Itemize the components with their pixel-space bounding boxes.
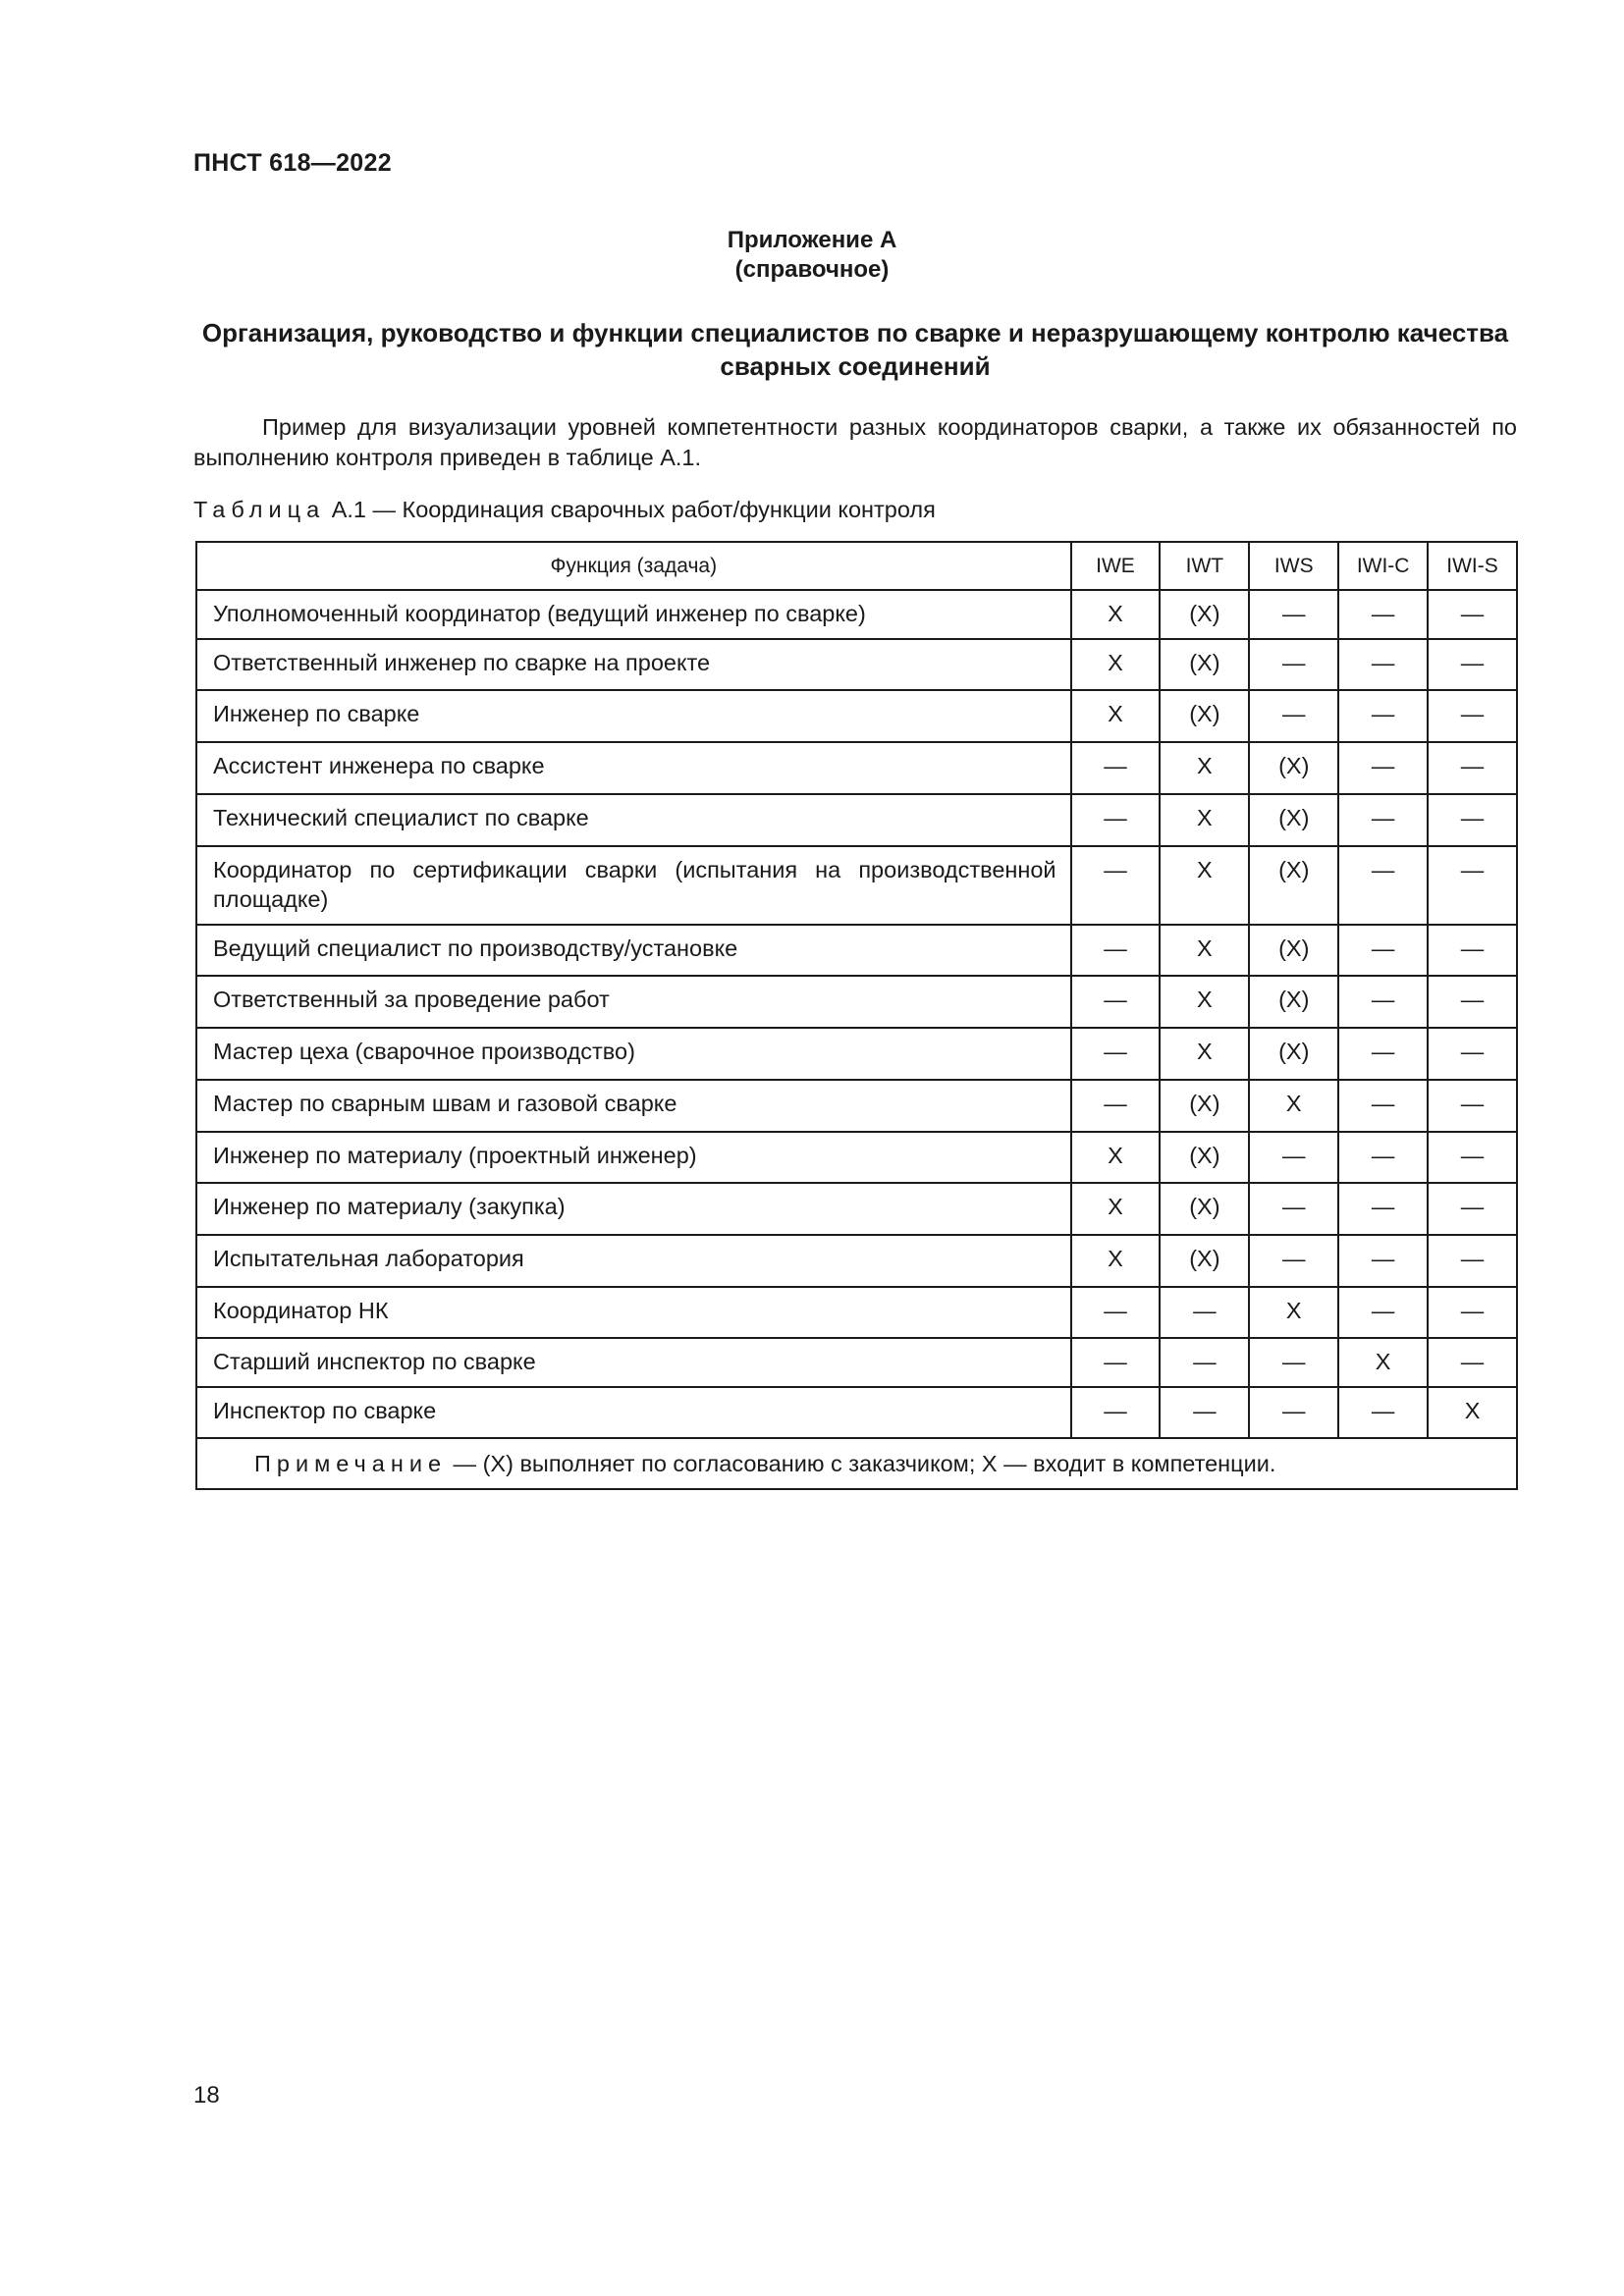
value-cell: (X)	[1160, 1183, 1249, 1235]
value-cell: X	[1160, 794, 1249, 846]
value-cell: —	[1338, 1235, 1428, 1287]
function-cell: Уполномоченный координатор (ведущий инженер по сварке)	[196, 590, 1071, 639]
table-row	[196, 742, 1517, 794]
function-cell: Мастер цеха (сварочное производство)	[196, 1028, 1071, 1080]
table-row	[196, 1183, 1517, 1235]
function-cell: Координатор по сертификации сварки (испытания на производственной площадке)	[196, 846, 1071, 925]
value-cell: —	[1071, 925, 1161, 976]
value-cell: X	[1160, 976, 1249, 1028]
table-row	[196, 639, 1517, 690]
function-cell: Технический специалист по сварке	[196, 794, 1071, 846]
value-cell: —	[1428, 1028, 1517, 1080]
table-row	[196, 590, 1517, 639]
value-cell: —	[1338, 1287, 1428, 1338]
annex-subtitle: (справочное)	[734, 256, 890, 283]
header-iwi-c: IWI-C	[1338, 542, 1428, 590]
header-iws: IWS	[1249, 542, 1338, 590]
function-cell: Испытательная лаборатория	[196, 1235, 1071, 1287]
value-cell: —	[1428, 1132, 1517, 1183]
value-cell: —	[1071, 1080, 1161, 1132]
header-function: Функция (задача)	[196, 542, 1071, 590]
table-row	[196, 925, 1517, 976]
function-cell: Инспектор по сварке	[196, 1387, 1071, 1438]
value-cell: (X)	[1160, 690, 1249, 742]
value-cell: —	[1249, 1183, 1338, 1235]
header-iwe: IWE	[1071, 542, 1161, 590]
function-cell: Ведущий специалист по производству/установке	[196, 925, 1071, 976]
value-cell: —	[1338, 1387, 1428, 1438]
value-cell: (X)	[1160, 1235, 1249, 1287]
function-cell: Ответственный инженер по сварке на проекте	[196, 639, 1071, 690]
function-cell: Мастер по сварным швам и газовой сварке	[196, 1080, 1071, 1132]
value-cell: —	[1160, 1338, 1249, 1387]
value-cell: —	[1338, 590, 1428, 639]
value-cell: X	[1249, 1287, 1338, 1338]
value-cell: X	[1071, 690, 1161, 742]
value-cell: (X)	[1249, 925, 1338, 976]
table-caption-prefix: Таблица	[193, 497, 326, 522]
header-iwt: IWT	[1160, 542, 1249, 590]
value-cell: (X)	[1249, 846, 1338, 925]
header-iwi-s: IWI-S	[1428, 542, 1517, 590]
value-cell: X	[1160, 846, 1249, 925]
table-row	[196, 846, 1517, 925]
value-cell: —	[1338, 1080, 1428, 1132]
table-row	[196, 1235, 1517, 1287]
value-cell: —	[1428, 846, 1517, 925]
document-id: ПНСТ 618—2022	[193, 149, 392, 177]
value-cell: —	[1249, 690, 1338, 742]
value-cell: —	[1249, 590, 1338, 639]
value-cell: —	[1428, 976, 1517, 1028]
value-cell: X	[1071, 639, 1161, 690]
value-cell: —	[1249, 1235, 1338, 1287]
table-note	[196, 1438, 1517, 1489]
function-cell: Инженер по материалу (проектный инженер)	[196, 1132, 1071, 1183]
value-cell: —	[1071, 846, 1161, 925]
value-cell: —	[1428, 794, 1517, 846]
table-header-row	[196, 542, 1517, 590]
value-cell: —	[1428, 742, 1517, 794]
function-cell: Старший инспектор по сварке	[196, 1338, 1071, 1387]
value-cell: (X)	[1160, 1080, 1249, 1132]
value-cell: —	[1338, 846, 1428, 925]
value-cell: —	[1338, 742, 1428, 794]
value-cell: (X)	[1160, 590, 1249, 639]
section-title: Организация, руководство и функции специалистов по сварке и неразрушающему контролю качества сварных соединений	[201, 318, 1509, 381]
annex-title: Приложение А	[727, 227, 897, 253]
table-row	[196, 1132, 1517, 1183]
value-cell: —	[1338, 1132, 1428, 1183]
table-note-row	[196, 1438, 1517, 1489]
coordination-table	[195, 541, 1518, 1490]
value-cell: —	[1428, 925, 1517, 976]
table-row	[196, 976, 1517, 1028]
function-cell: Инженер по материалу (закупка)	[196, 1183, 1071, 1235]
value-cell: X	[1338, 1338, 1428, 1387]
value-cell: X	[1071, 1183, 1161, 1235]
value-cell: (X)	[1249, 794, 1338, 846]
page-number: 18	[193, 2082, 220, 2109]
value-cell: —	[1160, 1387, 1249, 1438]
value-cell: —	[1071, 1387, 1161, 1438]
table-row	[196, 690, 1517, 742]
value-cell: X	[1071, 1235, 1161, 1287]
annex-heading	[0, 226, 1624, 285]
value-cell: —	[1428, 1338, 1517, 1387]
function-cell: Ассистент инженера по сварке	[196, 742, 1071, 794]
value-cell: —	[1071, 1028, 1161, 1080]
value-cell: (X)	[1249, 1028, 1338, 1080]
value-cell: —	[1071, 1287, 1161, 1338]
function-cell: Координатор НК	[196, 1287, 1071, 1338]
table-caption	[193, 497, 936, 523]
note-text: — (X) выполняет по согласованию с заказчиком; X — входит в компетенции.	[447, 1451, 1276, 1476]
value-cell: —	[1338, 1028, 1428, 1080]
value-cell: —	[1338, 794, 1428, 846]
intro-paragraph: Пример для визуализации уровней компетентности разных координаторов сварки, а также их обязанностей по выполнению контроля приведен в таблице А.1.	[193, 414, 1517, 470]
value-cell: —	[1428, 690, 1517, 742]
value-cell: (X)	[1249, 976, 1338, 1028]
value-cell: —	[1249, 1387, 1338, 1438]
value-cell: X	[1160, 925, 1249, 976]
function-cell: Инженер по сварке	[196, 690, 1071, 742]
value-cell: X	[1071, 590, 1161, 639]
value-cell: —	[1071, 794, 1161, 846]
value-cell: X	[1249, 1080, 1338, 1132]
value-cell: —	[1428, 1287, 1517, 1338]
value-cell: —	[1071, 976, 1161, 1028]
table-row	[196, 1028, 1517, 1080]
value-cell: —	[1428, 639, 1517, 690]
value-cell: —	[1428, 1080, 1517, 1132]
value-cell: —	[1338, 690, 1428, 742]
value-cell: —	[1071, 1338, 1161, 1387]
value-cell: X	[1160, 742, 1249, 794]
value-cell: —	[1249, 1132, 1338, 1183]
value-cell: —	[1428, 1183, 1517, 1235]
value-cell: X	[1160, 1028, 1249, 1080]
value-cell: —	[1071, 742, 1161, 794]
value-cell: —	[1338, 925, 1428, 976]
value-cell: —	[1338, 1183, 1428, 1235]
table-row	[196, 794, 1517, 846]
table-caption-text: А.1 — Координация сварочных работ/функции контроля	[331, 497, 936, 522]
value-cell: X	[1071, 1132, 1161, 1183]
table-row	[196, 1287, 1517, 1338]
value-cell: X	[1428, 1387, 1517, 1438]
value-cell: (X)	[1249, 742, 1338, 794]
table-row	[196, 1338, 1517, 1387]
value-cell: (X)	[1160, 639, 1249, 690]
value-cell: —	[1249, 1338, 1338, 1387]
table-row	[196, 1387, 1517, 1438]
value-cell: —	[1338, 976, 1428, 1028]
value-cell: —	[1160, 1287, 1249, 1338]
value-cell: —	[1428, 590, 1517, 639]
value-cell: —	[1428, 1235, 1517, 1287]
note-prefix: Примечание	[254, 1451, 448, 1476]
value-cell: —	[1249, 639, 1338, 690]
value-cell: (X)	[1160, 1132, 1249, 1183]
function-cell: Ответственный за проведение работ	[196, 976, 1071, 1028]
value-cell: —	[1338, 639, 1428, 690]
table-row	[196, 1080, 1517, 1132]
